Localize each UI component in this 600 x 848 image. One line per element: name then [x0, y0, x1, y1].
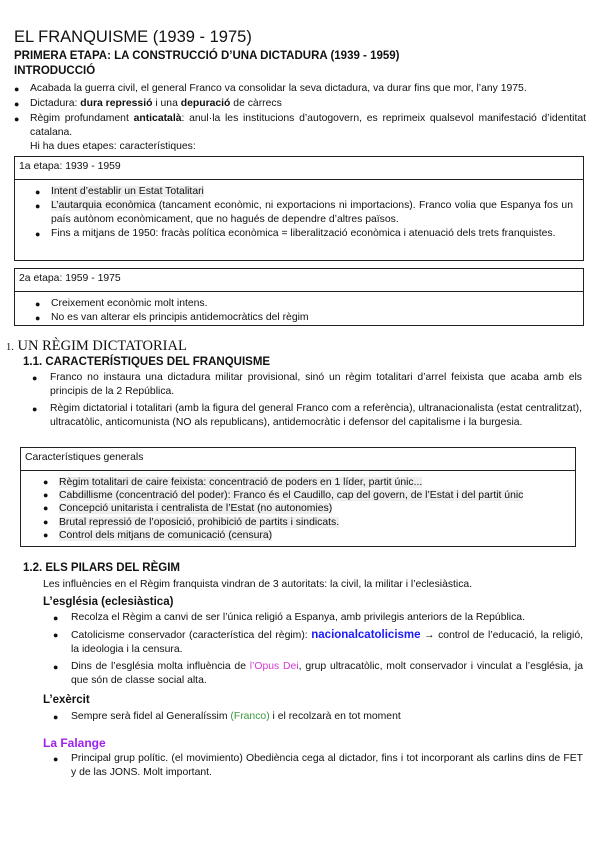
green-term: (Franco): [230, 711, 270, 722]
list-item: [35, 199, 573, 227]
list-item: [53, 628, 583, 657]
list-item: [43, 476, 573, 489]
text: Creixement econòmic molt intens.: [51, 298, 208, 309]
army-heading: L’exèrcit: [43, 694, 90, 706]
text: Sempre serà fidel al Generalíssim: [71, 711, 231, 722]
text: Dins de l’església molta influència de: [71, 661, 250, 672]
bold-text: anticatalà: [133, 113, 182, 124]
bullet-icon: ●: [43, 477, 49, 487]
bullet-icon: ●: [53, 630, 59, 640]
text: Control dels mitjans de comunicació (censura): [59, 529, 273, 541]
bullet-icon: ●: [14, 84, 20, 94]
text: Concepció unitarista i centralista de l’Estat (no autonomies): [59, 503, 333, 515]
bullet-icon: ●: [14, 99, 20, 109]
text: No es van alterar els principis antidemocràtics del règim: [51, 312, 309, 323]
bullet-icon: ●: [35, 299, 41, 309]
bullet-icon: ●: [35, 201, 41, 211]
text: Catolicisme conservador (característica del règim):: [71, 630, 312, 641]
list-item: [14, 97, 586, 111]
list-item: [35, 227, 573, 241]
stage-1-list: [35, 185, 573, 241]
list-item: [53, 752, 583, 780]
box-title: Característiques generals: [25, 452, 144, 463]
text: Règim dictatorial i totalitari (amb la figura del general Franco com a referència), ultranacionalista (estat centralitzat), ultracatòlic, anticomunista (NO als republicans), antidemocràtic i defensor del capitalisme i la burgesia.: [50, 403, 582, 428]
text: Cabdillisme (concentració del poder): Franco és el Caudillo, cap del govern, de l’Estat i del partit únic: [59, 490, 524, 502]
stages-intro: Hi ha dues etapes: característiques:: [30, 141, 196, 152]
text: : anul·la les institucions d’autogovern, es reprimeix qualsevol manifestació d’identitat catalana.: [30, 113, 586, 138]
bullet-icon: ●: [53, 712, 59, 722]
text: Dictadura:: [30, 98, 81, 109]
franquisme-list: [32, 371, 582, 430]
subsection-1-2-heading: 1.2. ELS PILARS DEL RÈGIM: [23, 562, 180, 574]
box-title: 2a etapa: 1959 - 1975: [19, 273, 121, 284]
section-number: 1.: [6, 342, 14, 353]
list-item: [43, 489, 573, 502]
bullet-icon: ●: [35, 229, 41, 239]
subsection-1-1-heading: 1.1. CARACTERÍSTIQUES DEL FRANQUISME: [23, 356, 271, 368]
text: Brutal repressió de l’oposició, prohibició de partits i sindicats.: [59, 516, 340, 528]
church-heading: L’església (eclesiàstica): [43, 596, 174, 608]
list-item: [14, 112, 586, 140]
list-item: [35, 297, 573, 311]
general-characteristics-box: [20, 447, 576, 547]
pink-term: l’Opus Dei: [249, 661, 299, 672]
bullet-icon: ●: [43, 490, 49, 501]
church-list: [53, 611, 583, 688]
text: Recolza el Règim a canvi de ser l’única religió a Espanya, amb privilegis anteriors de la República.: [71, 612, 525, 623]
bullet-icon: ●: [53, 754, 59, 764]
bullet-icon: ●: [43, 529, 49, 540]
intro-heading: INTRODUCCIÓ: [14, 65, 96, 77]
bold-text: depuració: [180, 98, 231, 109]
bullet-icon: ●: [35, 187, 41, 197]
bullet-icon: ●: [53, 613, 59, 623]
blue-highlight-term: nacionalcatolicisme: [311, 629, 421, 641]
list-item: [53, 660, 583, 688]
bold-text: dura repressió: [80, 98, 153, 109]
text: Fins a mitjans de 1950: fracàs política econòmica = liberalització econòmica i atenuació dels trets franquistes.: [51, 228, 556, 239]
text: , grup ultracatòlic, molt conservador i vinculat a l’església, ja que són de classe social alta.: [71, 661, 583, 686]
intro-list: [14, 82, 586, 154]
box-title: 1a etapa: 1939 - 1959: [19, 161, 121, 172]
stage-2-box: [14, 268, 584, 326]
list-item: [14, 82, 586, 96]
pillars-intro: Les influències en el Règim franquista vindran de 3 autoritats: la civil, la militar i l’eclesiàstica.: [43, 579, 473, 590]
bullet-icon: ●: [32, 404, 38, 414]
list-item: [35, 185, 573, 199]
text: Intent d’establir un Estat Totalitari: [51, 186, 204, 197]
bullet-icon: ●: [43, 503, 49, 514]
list-item: [53, 611, 583, 625]
bullet-icon: ●: [32, 373, 38, 383]
text: → control de l’educació, la religió, la ideologia i la censura.: [71, 630, 583, 655]
text: (tancament econòmic, ni exportacions ni importacions). Franco volia que Espanya fos un país autònom econòmicament, que no hagués de dependre d’altres països.: [51, 200, 573, 225]
list-item: [35, 311, 573, 325]
bullet-icon: ●: [35, 313, 41, 323]
falange-heading: La Falange: [43, 736, 106, 750]
falange-list: [53, 752, 583, 780]
army-list: [53, 710, 583, 724]
list-item: [43, 529, 573, 542]
text: Principal grup polític. (el movimiento) Obediència cega al dictador, fins i tot incorporant als carlins dins de FET y de las JONS. Molt important.: [71, 753, 583, 778]
list-item: [32, 402, 582, 430]
list-item: [53, 710, 583, 724]
section-1-heading: [6, 338, 187, 355]
bullet-icon: ●: [14, 114, 20, 124]
stage-1-box: [14, 156, 584, 261]
intro-bullet-1: Acabada la guerra civil, el general Franco va consolidar la seva dictadura, va durar fins que mor, l’any 1975.: [30, 83, 527, 94]
text: i el recolzarà en tot moment: [269, 711, 401, 722]
text: Règim totalitari de caire feixista: concentració de poders en 1 líder, partit únic...: [59, 477, 423, 488]
divider: [15, 179, 583, 180]
text: de càrrecs: [230, 98, 282, 109]
bullet-icon: ●: [53, 662, 59, 672]
list-item: [43, 516, 573, 529]
highlight-text: L’autarquia econòmica: [51, 200, 156, 211]
text: Règim profundament: [30, 113, 134, 124]
page-title: EL FRANQUISME (1939 - 1975): [14, 28, 252, 46]
stage-2-list: [35, 297, 573, 325]
stage-heading: PRIMERA ETAPA: LA CONSTRUCCIÓ D’UNA DICTADURA (1939 - 1959): [14, 50, 400, 62]
characteristics-list: [43, 476, 573, 542]
section-title: UN RÈGIM DICTATORIAL: [17, 338, 187, 354]
text: Franco no instaura una dictadura militar provisional, sinó un règim totalitari d’arrel feixista que acaba amb els principis de la 2 República.: [50, 372, 582, 397]
bullet-icon: ●: [43, 516, 49, 527]
list-item: [32, 371, 582, 399]
list-item: [43, 502, 573, 515]
divider: [21, 470, 575, 471]
divider: [15, 291, 583, 292]
text: i una: [152, 98, 181, 109]
